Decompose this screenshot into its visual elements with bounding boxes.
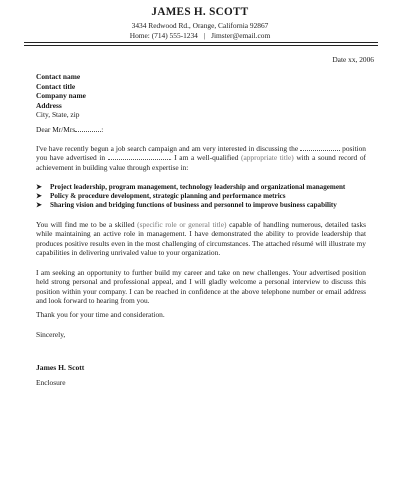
recipient-address: Address xyxy=(36,100,62,110)
expertise-list xyxy=(36,183,376,211)
salutation-blank xyxy=(75,126,101,132)
recipient-contact-name: Contact name xyxy=(36,72,81,81)
thank-you-line: Thank you for your time and consideration. xyxy=(36,310,165,319)
letterhead-email: Jimster@email.com xyxy=(211,31,271,40)
letterhead-phone: Home: (714) 555-1234 xyxy=(129,31,198,40)
arrow-bullet-icon: ➤ xyxy=(36,183,42,191)
bullet-text: Policy & procedure development, strategic planning and performance metrics xyxy=(50,192,286,201)
salutation-text: Dear Mr/Mrs xyxy=(36,125,76,134)
bullet-text: Project leadership, program management, technology leadership and organizational management xyxy=(50,183,346,191)
recipient-contact-title: Contact title xyxy=(36,81,76,91)
recipient-block xyxy=(36,72,86,120)
letterhead-separator: | xyxy=(203,31,206,40)
closing-line: Sincerely, xyxy=(36,330,66,339)
enclosure-note: Enclosure xyxy=(36,378,66,387)
letterhead-contact xyxy=(0,31,400,40)
list-item xyxy=(36,201,376,210)
recipient-city-state-zip: City, State, zip xyxy=(36,110,80,120)
arrow-bullet-icon: ➤ xyxy=(36,192,42,201)
intro-text-2: position you have advertised in xyxy=(36,144,366,163)
letterhead-address: 3434 Redwood Rd., Orange, California 92867 xyxy=(131,21,269,30)
intro-blank-1 xyxy=(300,145,340,151)
paragraph-request: I am seeking an opportunity to further build my career and take on new challenges. Your advertised position held strong personal and professional appeal, and I will gladly welcome a personal interview to discuss this position within your company. I can be reached in confidence at the above telephone number or email address and look forward to hearing from you. xyxy=(36,268,366,305)
header-divider-thin xyxy=(24,42,378,43)
intro-text-4: with a sound record of achievement in building value through expertise in: xyxy=(36,153,366,172)
paragraph-qualifications xyxy=(36,220,366,257)
paragraph-introduction xyxy=(36,144,366,172)
recipient-company-name: Company name xyxy=(36,91,86,101)
list-item xyxy=(36,192,376,201)
intro-text-1: I've have recently begun a job search campaign and am very interested in discussing the xyxy=(36,144,299,153)
qualifications-text-2: capable of handling numerous, detailed tasks while maintaining an active role in management. I have demonstrated the ability to provide leadership that produces positive results even in the most challenging of circumstances. The attached résumé will illustrate my capabilities in delivering unrivaled value to your organization. xyxy=(36,220,366,257)
intro-blank-2 xyxy=(108,154,170,160)
signer-name: James H. Scott xyxy=(36,363,85,372)
qualifications-text-1: You will find me to be a skilled xyxy=(36,220,135,229)
qualifications-placeholder-role: (specific role or general title) xyxy=(137,220,227,229)
header-divider-thick xyxy=(24,45,378,46)
intro-placeholder-title: (appropriate title) xyxy=(240,153,294,163)
arrow-bullet-icon: ➤ xyxy=(36,201,42,210)
intro-text-3: . I am a well-qualified xyxy=(169,153,239,163)
letter-date: Date xx, 2006 xyxy=(332,55,374,64)
salutation: Dear Mr/Mrs : xyxy=(36,125,104,134)
bullet-text: Sharing vision and bridging functions of business and personnel to improve business capability xyxy=(50,201,337,210)
letterhead-name: JAMES H. SCOTT xyxy=(151,6,249,18)
list-item xyxy=(36,183,376,192)
